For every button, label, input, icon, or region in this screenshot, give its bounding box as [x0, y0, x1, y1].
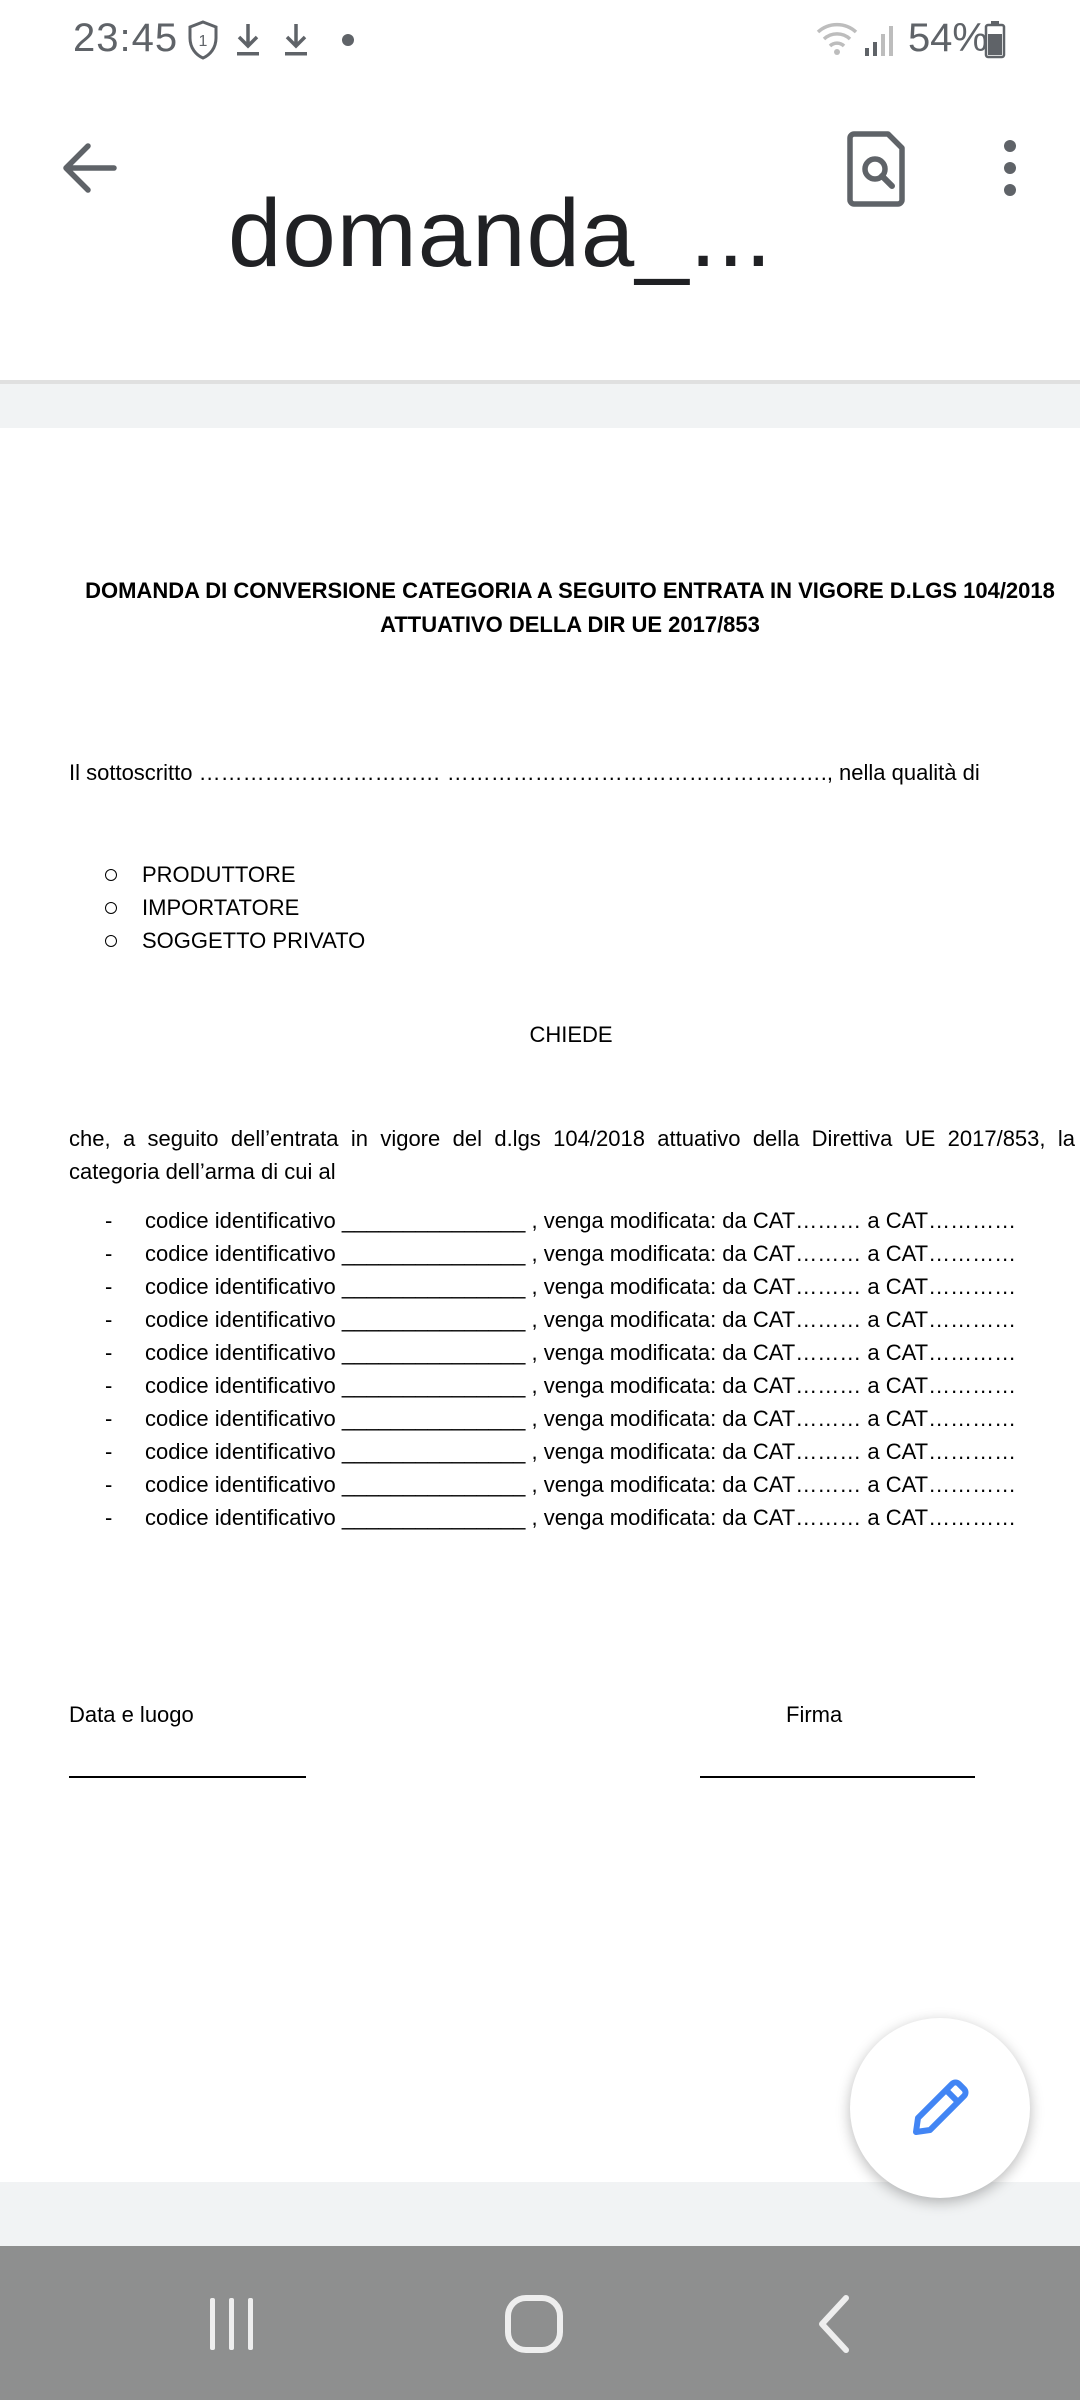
svg-text:1: 1: [198, 33, 208, 50]
list-item: - codice identificativo _______________ , venga modificata: da CAT……… a CAT…………: [105, 1273, 1017, 1299]
notification-dot-icon: [338, 18, 358, 62]
back-nav-icon: [806, 2294, 866, 2354]
data-luogo-label: Data e luogo: [69, 1702, 194, 1727]
code-row-text: codice identificativo _______________ , venga modificata: da CAT……… a CAT…………: [145, 1306, 1017, 1332]
list-item: [105, 891, 365, 924]
battery-percent: 54%: [907, 16, 988, 60]
list-item: - codice identificativo _______________ , venga modificata: da CAT……… a CAT…………: [105, 1339, 1017, 1365]
nav-back-button[interactable]: [786, 2284, 886, 2364]
code-row-text: codice identificativo _______________ , venga modificata: da CAT……… a CAT…………: [145, 1240, 1017, 1266]
edit-pencil-icon: [904, 2072, 976, 2144]
list-item: [105, 858, 365, 891]
recent-apps-icon: [202, 2294, 262, 2354]
sottoscritto-line: Il sottoscritto …………………………… ……………………………………………., nella qualità di: [69, 760, 980, 785]
heading-line-1: DOMANDA DI CONVERSIONE CATEGORIA A SEGUITO ENTRATA IN VIGORE D.LGS 104/2018: [85, 578, 1055, 603]
list-item: - codice identificativo _______________ , venga modificata: da CAT……… a CAT…………: [105, 1504, 1017, 1530]
list-item: - codice identificativo _______________ , venga modificata: da CAT……… a CAT…………: [105, 1438, 1017, 1464]
code-row-text: codice identificativo _______________ , venga modificata: da CAT……… a CAT…………: [145, 1438, 1017, 1464]
option-label: SOGGETTO PRIVATO: [142, 927, 366, 953]
edit-fab-button[interactable]: [850, 2018, 1030, 2198]
wifi-icon: [814, 18, 860, 62]
app-bar-divider: [0, 380, 1080, 384]
circle-bullet-icon: [105, 902, 117, 914]
system-nav-bar: [0, 2246, 1080, 2400]
document-title: domanda_...: [228, 180, 773, 287]
code-row-text: codice identificativo _______________ , venga modificata: da CAT……… a CAT…………: [145, 1273, 1017, 1299]
signal-icon: [862, 18, 898, 62]
option-label: IMPORTATORE: [142, 894, 300, 920]
list-item: [105, 924, 365, 957]
home-icon: [502, 2292, 566, 2356]
option-label: PRODUTTORE: [142, 861, 296, 887]
circle-bullet-icon: [105, 869, 117, 881]
document-heading: [60, 574, 1080, 642]
code-row-text: codice identificativo _______________ , venga modificata: da CAT……… a CAT…………: [145, 1504, 1017, 1530]
list-item: - codice identificativo _______________ , venga modificata: da CAT……… a CAT…………: [105, 1306, 1017, 1332]
code-row-text: codice identificativo _______________ , venga modificata: da CAT……… a CAT…………: [145, 1207, 1017, 1233]
qualita-options-list: [105, 858, 365, 957]
more-vert-icon: [968, 124, 1052, 214]
vpn-shield-icon: [186, 18, 220, 62]
codes-list: [105, 1204, 1016, 1534]
download-icon: [280, 18, 312, 62]
firma-label: Firma: [786, 1702, 843, 1727]
heading-line-2: ATTUATIVO DELLA DIR UE 2017/853: [380, 612, 760, 637]
list-item: - codice identificativo _______________ , venga modificata: da CAT……… a CAT…………: [105, 1207, 1017, 1233]
circle-bullet-icon: [105, 935, 117, 947]
app-bar: [0, 84, 1080, 380]
code-row-text: codice identificativo _______________ , venga modificata: da CAT……… a CAT…………: [145, 1471, 1017, 1497]
code-row-text: codice identificativo _______________ , venga modificata: da CAT……… a CAT…………: [145, 1405, 1017, 1431]
download-icon: [232, 18, 264, 62]
request-paragraph: che, a seguito dell’entrata in vigore del d.lgs 104/2018 attuativo della Direttiva UE 2017/853, la categoria dell’arma di cui al: [69, 1126, 1075, 1184]
find-in-document-button[interactable]: [836, 124, 920, 214]
arrow-back-icon: [48, 126, 132, 210]
status-bar: [0, 0, 1080, 84]
recent-apps-button[interactable]: [182, 2284, 282, 2364]
list-item: - codice identificativo _______________ , venga modificata: da CAT……… a CAT…………: [105, 1372, 1017, 1398]
list-item: - codice identificativo _______________ , venga modificata: da CAT……… a CAT…………: [105, 1471, 1017, 1497]
battery-icon: [984, 18, 1006, 62]
code-row-text: codice identificativo _______________ , venga modificata: da CAT……… a CAT…………: [145, 1372, 1017, 1398]
list-item: - codice identificativo _______________ , venga modificata: da CAT……… a CAT…………: [105, 1405, 1017, 1431]
code-row-text: codice identificativo _______________ , venga modificata: da CAT……… a CAT…………: [145, 1339, 1017, 1365]
document-page[interactable]: [0, 428, 1080, 2182]
find-in-page-icon: [836, 124, 920, 214]
status-time: 23:45: [73, 16, 179, 60]
firma-signature-line: [700, 1776, 975, 1778]
chiede-heading: CHIEDE: [529, 1022, 613, 1047]
back-button[interactable]: [48, 126, 132, 210]
more-options-button[interactable]: [968, 124, 1052, 214]
home-button[interactable]: [484, 2284, 584, 2364]
list-item: - codice identificativo _______________ , venga modificata: da CAT……… a CAT…………: [105, 1240, 1017, 1266]
date-signature-line: [69, 1776, 306, 1778]
